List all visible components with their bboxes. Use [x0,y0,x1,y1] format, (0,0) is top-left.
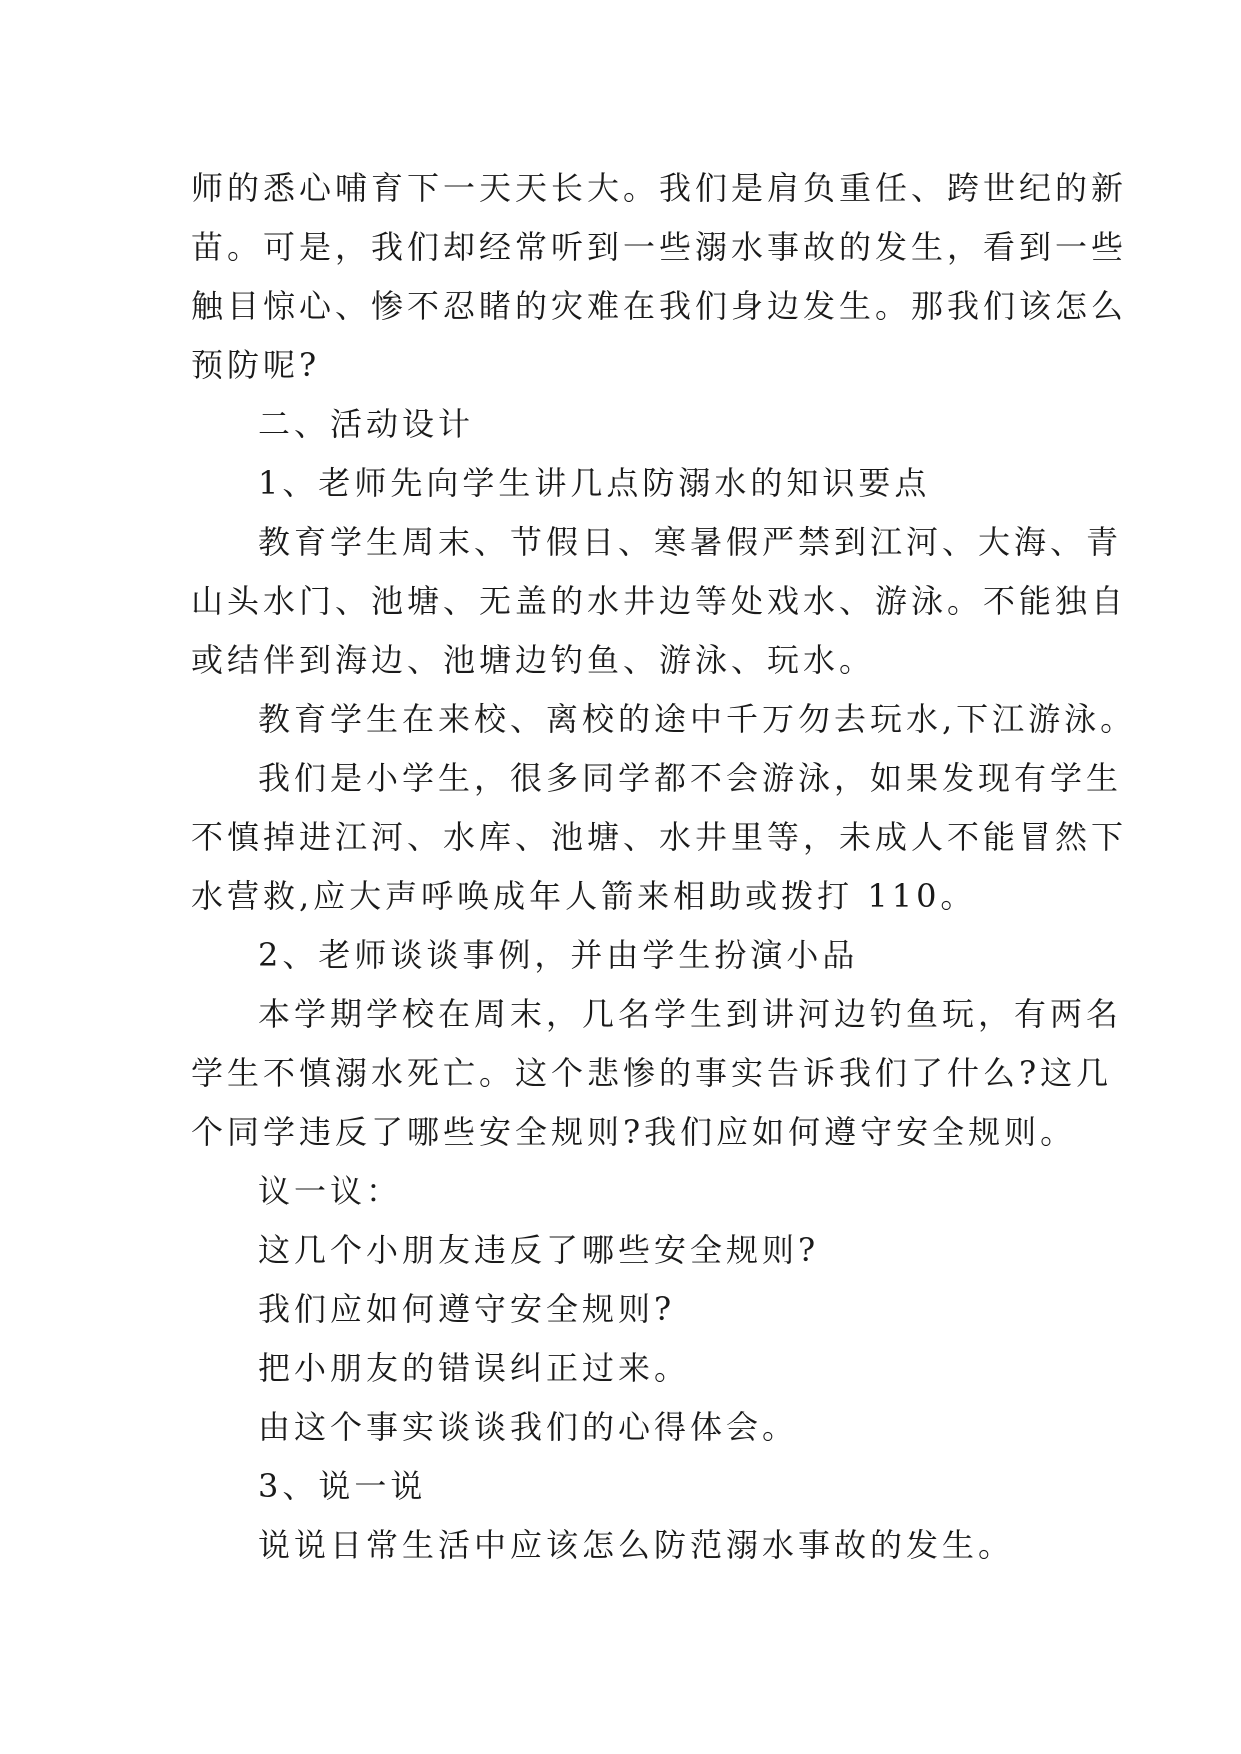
paragraph-line: 师的悉心哺育下一天天长大。我们是肩负重任、跨世纪的新 [191,169,1128,207]
paragraph-line: 议一议： [258,1172,403,1210]
paragraph-line: 学生不慎溺水死亡。这个悲惨的事实告诉我们了什么?这几 [191,1054,1113,1092]
paragraph-line: 个同学违反了哪些安全规则?我们应如何遵守安全规则。 [191,1113,1077,1151]
paragraph-line: 触目惊心、惨不忍睹的灾难在我们身边发生。那我们该怎么 [191,287,1128,325]
paragraph-line: 预防呢? [191,346,321,384]
paragraph-line: 不慎掉进江河、水库、池塘、水井里等，未成人不能冒然下 [191,818,1128,856]
paragraph-line: 本学期学校在周末，几名学生到讲河边钓鱼玩，有两名 [258,995,1123,1033]
subsection-heading: 1、老师先向学生讲几点防溺水的知识要点 [258,464,931,502]
paragraph-line: 我们是小学生，很多同学都不会游泳，如果发现有学生 [258,759,1123,797]
paragraph-line: 苗。可是，我们却经常听到一些溺水事故的发生，看到一些 [191,228,1128,266]
paragraph-line: 把小朋友的错误纠正过来。 [258,1349,691,1387]
paragraph-line: 教育学生在来校、离校的途中千万勿去玩水,下江游泳。 [258,700,1137,738]
paragraph-line: 由这个事实谈谈我们的心得体会。 [258,1408,799,1446]
section-heading: 二、活动设计 [258,405,475,443]
paragraph-line: 教育学生周末、节假日、寒暑假严禁到江河、大海、青 [258,523,1123,561]
subsection-heading: 3、说一说 [258,1467,427,1505]
paragraph-line: 水营救,应大声呼唤成年人箭来相助或拨打 110。 [191,877,977,915]
paragraph-line: 我们应如何遵守安全规则? [258,1290,676,1328]
paragraph-line: 这几个小朋友违反了哪些安全规则? [258,1231,820,1269]
paragraph-line: 或结伴到海边、池塘边钓鱼、游泳、玩水。 [191,641,876,679]
paragraph-line: 说说日常生活中应该怎么防范溺水事故的发生。 [258,1526,1015,1564]
subsection-heading: 2、老师谈谈事例，并由学生扮演小品 [258,936,859,974]
paragraph-line: 山头水门、池塘、无盖的水井边等处戏水、游泳。不能独自 [191,582,1128,620]
